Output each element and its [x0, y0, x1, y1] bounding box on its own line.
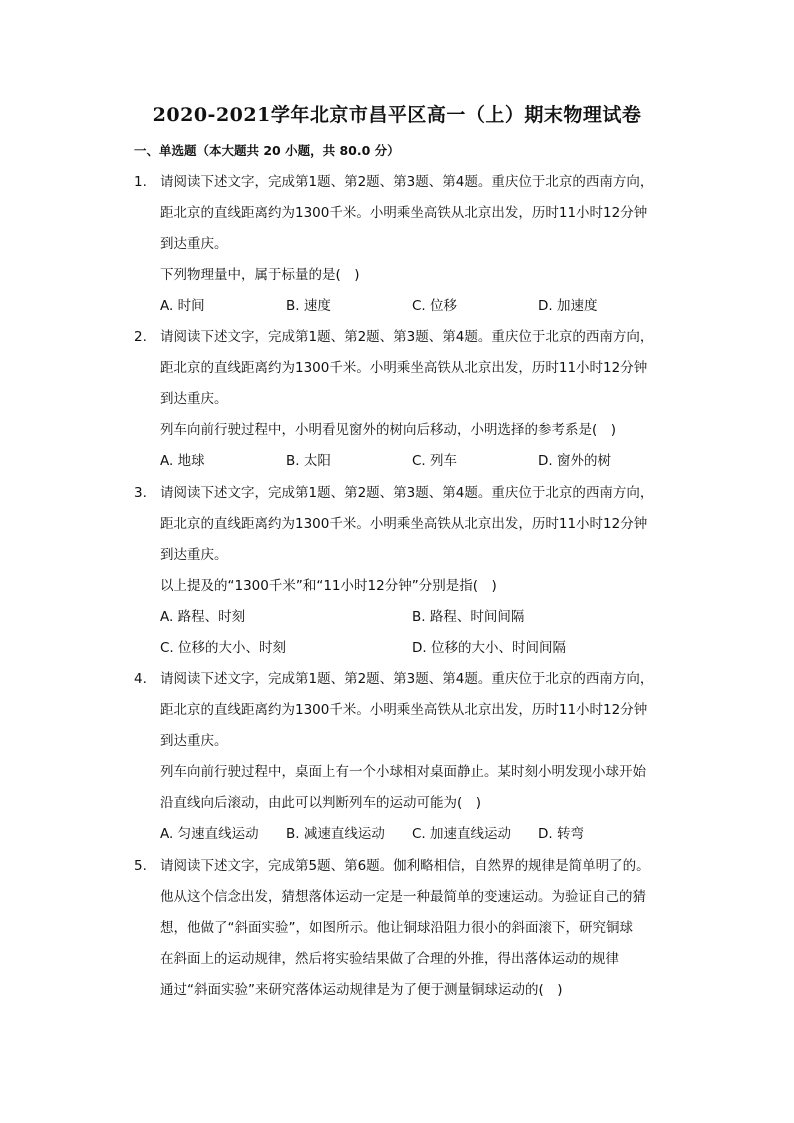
option-a: A. 时间 — [160, 298, 205, 314]
question-text-line: 请阅读下述文字，完成第5题、第6题。伽利略相信，自然界的规律是简单明了的。 — [160, 858, 650, 874]
question-stem: 下列物理量中，属于标量的是( ) — [160, 267, 360, 283]
question-number: 2. — [134, 329, 147, 345]
page-title: 2020-2021学年北京市昌平区高一（上）期末物理试卷 — [152, 104, 642, 126]
question-text-line: 请阅读下述文字，完成第1题、第2题、第3题、第4题。重庆位于北京的西南方向， — [160, 671, 654, 687]
question-text-line: 到达重庆。 — [160, 236, 228, 252]
question-text-line: 到达重庆。 — [160, 391, 228, 407]
question-stem: 通过“斜面实验”来研究落体运动规律是为了便于测量铜球运动的( ) — [160, 982, 563, 998]
option-d: D. 加速度 — [538, 298, 598, 314]
option-a: A. 路程、时刻 — [160, 609, 246, 625]
option-a: A. 匀速直线运动 — [160, 826, 259, 842]
option-d: D. 位移的大小、时间间隔 — [412, 640, 566, 656]
option-c: C. 位移 — [412, 298, 458, 314]
question-text-line: 距北京的直线距离约为1300千米。小明乘坐高铁从北京出发，历时11小时12分钟 — [160, 360, 648, 376]
option-c: C. 列车 — [412, 453, 458, 469]
question-text-line: 在斜面上的运动规律，然后将实验结果做了合理的外推，得出落体运动的规律 — [160, 951, 619, 967]
question-text-line: 到达重庆。 — [160, 547, 228, 563]
question-stem: 沿直线向后滚动，由此可以判断列车的运动可能为( ) — [160, 795, 482, 811]
option-b: B. 太阳 — [286, 453, 331, 469]
section-heading: 一、单选题（本大题共 20 小题，共 80.0 分） — [134, 143, 400, 158]
question-text-line: 请阅读下述文字，完成第1题、第2题、第3题、第4题。重庆位于北京的西南方向， — [160, 485, 654, 501]
question-text-line: 请阅读下述文字，完成第1题、第2题、第3题、第4题。重庆位于北京的西南方向， — [160, 174, 654, 190]
question-stem: 列车向前行驶过程中，桌面上有一个小球相对桌面静止。某时刻小明发现小球开始 — [160, 764, 646, 780]
question-number: 4. — [134, 671, 147, 687]
option-c: C. 加速直线运动 — [412, 826, 512, 842]
option-b: B. 速度 — [286, 298, 331, 314]
option-b: B. 减速直线运动 — [286, 826, 385, 842]
question-text-line: 想，他做了“斜面实验”，如图所示。他让铜球沿阻力很小的斜面滚下，研究铜球 — [160, 920, 633, 936]
option-d: D. 窗外的树 — [538, 453, 611, 469]
question-stem: 列车向前行驶过程中，小明看见窗外的树向后移动，小明选择的参考系是( ) — [160, 422, 617, 438]
question-text-line: 到达重庆。 — [160, 733, 228, 749]
question-text-line: 请阅读下述文字，完成第1题、第2题、第3题、第4题。重庆位于北京的西南方向， — [160, 329, 654, 345]
question-text-line: 距北京的直线距离约为1300千米。小明乘坐高铁从北京出发，历时11小时12分钟 — [160, 205, 648, 221]
question-number: 5. — [134, 858, 147, 874]
option-c: C. 位移的大小、时刻 — [160, 640, 287, 656]
question-number: 3. — [134, 485, 147, 501]
option-b: B. 路程、时间间隔 — [412, 609, 525, 625]
option-a: A. 地球 — [160, 453, 205, 469]
question-text-line: 距北京的直线距离约为1300千米。小明乘坐高铁从北京出发，历时11小时12分钟 — [160, 702, 648, 718]
question-text-line: 距北京的直线距离约为1300千米。小明乘坐高铁从北京出发，历时11小时12分钟 — [160, 516, 648, 532]
question-stem: 以上提及的“1300千米”和“11小时12分钟”分别是指( ) — [160, 578, 497, 594]
option-d: D. 转弯 — [538, 826, 584, 842]
question-text-line: 他从这个信念出发，猜想落体运动一定是一种最简单的变速运动。为验证自己的猜 — [160, 889, 646, 905]
question-number: 1. — [134, 174, 147, 190]
